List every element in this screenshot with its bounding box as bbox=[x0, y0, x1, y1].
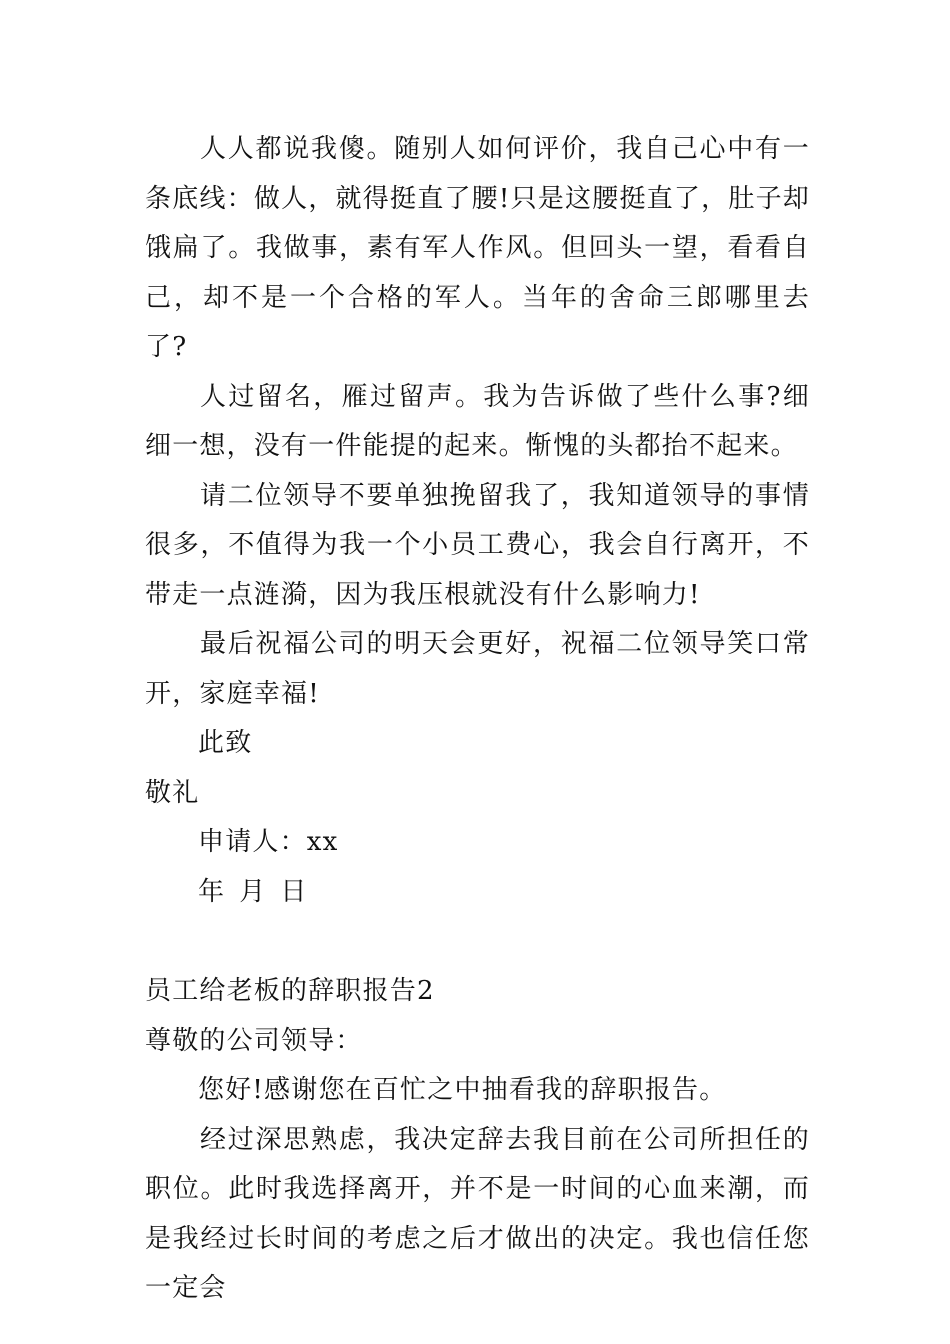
closing-jingli: 敬礼 bbox=[145, 777, 200, 808]
second-letter-salutation: 尊敬的公司领导： bbox=[145, 1025, 363, 1056]
paragraph-blessing: 最后祝福公司的明天会更好，祝福二位领导笑口常开，家庭幸福! bbox=[145, 629, 810, 709]
paragraph-bottom-line: 人人都说我傻。随别人如何评价，我自己心中有一条底线：做人，就得挺直了腰!只是这腰挺直了，肚子却饿扁了。我做事，素有军人作风。但回头一望，看看自己，却不是一个合格的军人。当年的舍命三郎哪里去了? bbox=[145, 134, 810, 362]
second-letter-title: 员工给老板的辞职报告2 bbox=[145, 976, 435, 1006]
document-page bbox=[145, 125, 810, 1314]
applicant-line: 申请人：xx bbox=[198, 827, 339, 857]
closing-cizhi: 此致 bbox=[198, 728, 253, 758]
second-letter-greeting: 您好!感谢您在百忙之中抽看我的辞职报告。 bbox=[198, 1075, 727, 1105]
date-line bbox=[145, 868, 810, 918]
paragraph-do-not-retain: 请二位领导不要单独挽留我了，我知道领导的事情很多，不值得为我一个小员工费心，我会自行离开，不带走一点涟漪，因为我压根就没有什么影响力! bbox=[145, 480, 810, 610]
second-letter-paragraph: 经过深思熟虑，我决定辞去我目前在公司所担任的职位。此时我选择离开，并不是一时间的心血来潮，而是我经过长时间的考虑之后才做出的决定。我也信任您一定会 bbox=[145, 1124, 810, 1303]
paragraph-leave-name: 人过留名，雁过留声。我为告诉做了些什么事?细细一想，没有一件能提的起来。惭愧的头都抬不起来。 bbox=[145, 381, 810, 461]
date-year: 年 bbox=[198, 876, 226, 907]
date-month: 月 bbox=[239, 876, 267, 907]
date-day: 日 bbox=[280, 876, 308, 907]
